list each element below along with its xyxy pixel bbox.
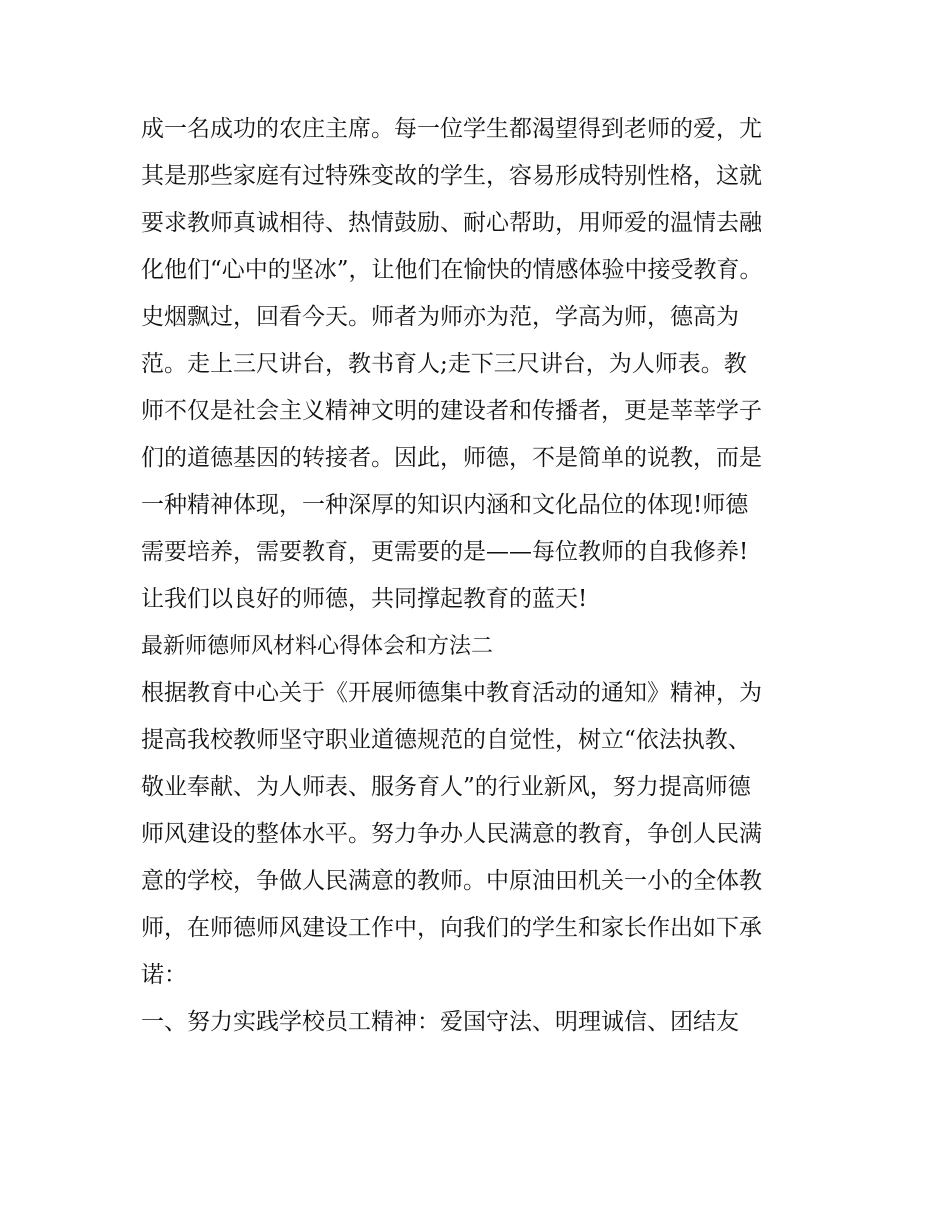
text-line: 让我们以良好的师德，共同撑起教育的蓝天! <box>141 586 588 612</box>
text-line: 提高我校教师坚守职业道德规范的自觉性，树立“依法执教、 <box>141 727 751 753</box>
text-line: 敬业奉献、为人师表、服务育人”的行业新风，努力提高师德 <box>141 774 751 800</box>
text-line: 师不仅是社会主义精神文明的建设者和传播者，更是莘莘学子 <box>141 398 762 424</box>
body-text <box>141 106 821 1046</box>
section-heading: 最新师德师风材料心得体会和方法二 <box>141 634 494 659</box>
text-line: 史烟飘过，回看今天。师者为师亦为范，学高为师，德高为 <box>141 304 739 330</box>
text-line: 一、努力实践学校员工精神：爱国守法、明理诚信、团结友 <box>141 1009 739 1035</box>
text-line: 其是那些家庭有过特殊变故的学生，容易形成特别性格，这就 <box>141 163 762 189</box>
text-line: 要求教师真诚相待、热情鼓励、耐心帮助，用师爱的温情去融 <box>141 210 762 236</box>
text-line: 意的学校，争做人民满意的教师。中原油田机关一小的全体教 <box>141 868 762 894</box>
text-line: 需要培养，需要教育，更需要的是——每位教师的自我修养! <box>141 539 749 565</box>
text-line: 一种精神体现，一种深厚的知识内涵和文化品位的体现!师德 <box>141 492 749 518</box>
text-line: 们的道德基因的转接者。因此，师德，不是简单的说教，而是 <box>141 445 762 471</box>
text-line: 范。走上三尺讲台，教书育人;走下三尺讲台，为人师表。教 <box>141 351 747 377</box>
text-line: 诺： <box>141 962 187 988</box>
text-line: 师风建设的整体水平。努力争办人民满意的教育，争创人民满 <box>141 821 762 847</box>
text-line: 成一名成功的农庄主席。每一位学生都渴望得到老师的爱，尤 <box>141 116 762 142</box>
text-line: 化他们“心中的坚冰”，让他们在愉快的情感体验中接受教育。 <box>141 257 763 283</box>
text-line: 根据教育中心关于《开展师德集中教育活动的通知》精神，为 <box>141 680 762 706</box>
text-line: 师，在师德师风建设工作中，向我们的学生和家长作出如下承 <box>141 915 762 941</box>
